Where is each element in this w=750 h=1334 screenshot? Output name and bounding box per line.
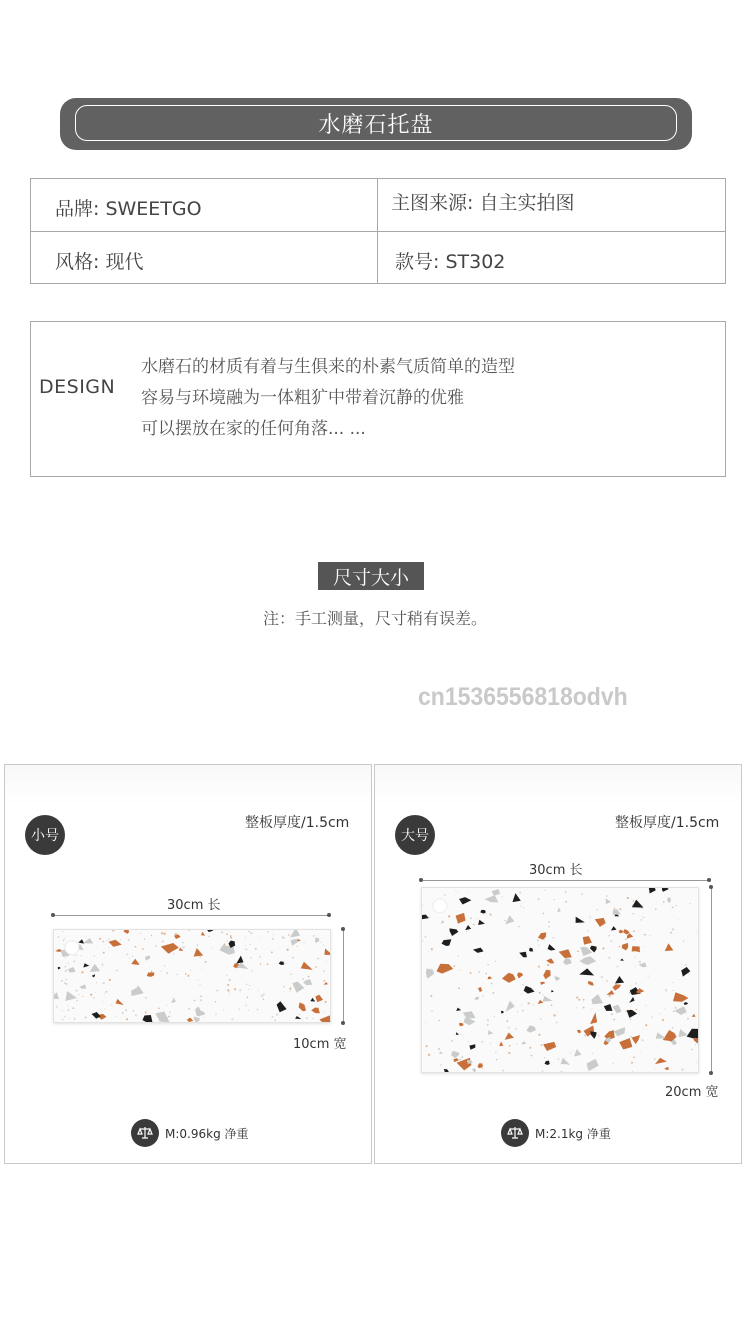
terrazzo-chip (171, 997, 176, 1003)
thickness-label: 整板厚度/1.5cm (245, 815, 350, 831)
terrazzo-chip (311, 1008, 320, 1014)
terrazzo-chip (142, 1015, 152, 1022)
terrazzo-chip (174, 934, 181, 939)
terrazzo-chip (563, 958, 572, 965)
terrazzo-chip (324, 982, 328, 985)
tray-image-large (421, 887, 699, 1073)
product-panel-small (4, 764, 372, 1164)
terrazzo-chip (618, 930, 622, 934)
terrazzo-chip (444, 1069, 450, 1072)
terrazzo-chip (205, 930, 213, 932)
terrazzo-chip (456, 913, 466, 924)
terrazzo-chip (543, 1042, 556, 1051)
size-badge-large: 大号 (395, 815, 435, 855)
terrazzo-chip (583, 936, 592, 945)
tray-image-small (53, 929, 331, 1023)
terrazzo-chip (436, 964, 453, 974)
terrazzo-chip (442, 939, 452, 946)
page-title: 水磨石托盘 (75, 105, 677, 141)
terrazzo-chip (538, 1000, 544, 1004)
terrazzo-chip (629, 997, 634, 1003)
terrazzo-chip (673, 992, 688, 1001)
terrazzo-chip (655, 1058, 667, 1064)
style-cell: 风格: 现代 (55, 251, 144, 273)
terrazzo-chip (548, 944, 556, 950)
terrazzo-chip (303, 979, 312, 985)
terrazzo-chip (477, 1063, 482, 1068)
terrazzo-chip (290, 930, 300, 937)
tray-hole (433, 899, 447, 913)
terrazzo-chip (155, 1012, 169, 1022)
terrazzo-chip (559, 949, 572, 958)
terrazzo-chip (557, 907, 561, 912)
terrazzo-chip (315, 995, 323, 1002)
terrazzo-chip (524, 986, 535, 994)
terrazzo-chip (604, 1004, 613, 1011)
terrazzo-chip (538, 932, 546, 939)
length-label: 30cm 长 (167, 898, 221, 913)
terrazzo-chip (145, 955, 150, 960)
terrazzo-chip (554, 976, 561, 981)
size-note: 注：手工测量，尺寸稍有误差。 (262, 609, 487, 628)
terrazzo-chip (463, 1011, 476, 1019)
terrazzo-chip (546, 958, 554, 963)
terrazzo-chip (505, 1033, 514, 1040)
width-marker-end (709, 1071, 713, 1075)
width-dimension-line (711, 887, 712, 1073)
terrazzo-chip (679, 1029, 688, 1037)
terrazzo-chip (292, 981, 304, 992)
terrazzo-chip (656, 1032, 666, 1038)
terrazzo-chip (83, 938, 94, 943)
terrazzo-chip (299, 1002, 307, 1011)
terrazzo-chip (131, 986, 144, 996)
terrazzo-chip (451, 1051, 460, 1058)
terrazzo-chip (236, 956, 243, 964)
terrazzo-chip (319, 1015, 330, 1022)
terrazzo-chip (464, 1018, 476, 1025)
terrazzo-chip (301, 962, 313, 970)
terrazzo-chip (109, 940, 122, 947)
terrazzo-chip (480, 910, 486, 914)
terrazzo-chip (161, 943, 179, 954)
terrazzo-chip (472, 1068, 476, 1072)
width-label: 10cm 宽 (293, 1037, 347, 1052)
terrazzo-chip (681, 967, 690, 977)
terrazzo-chip (684, 1002, 688, 1005)
terrazzo-chip (92, 974, 95, 977)
terrazzo-chip (194, 1017, 200, 1022)
width-label: 20cm 宽 (665, 1085, 719, 1100)
title-banner (60, 98, 692, 150)
terrazzo-chip (83, 963, 89, 967)
terrazzo-chip (279, 961, 284, 965)
terrazzo-chip (662, 888, 669, 892)
weight-row (131, 1119, 249, 1147)
terrazzo-chip (545, 1061, 550, 1065)
terrazzo-chip (632, 946, 640, 952)
length-marker-end (707, 878, 711, 882)
terrazzo-chip (310, 998, 315, 1002)
terrazzo-chip (595, 918, 606, 927)
terrazzo-chip (540, 982, 545, 985)
terrazzo-chip (295, 1016, 301, 1019)
terrazzo-chip (623, 929, 630, 935)
terrazzo-chip (613, 984, 622, 990)
terrazzo-chip (501, 1011, 504, 1014)
terrazzo-chip (196, 1011, 206, 1016)
terrazzo-chip (147, 972, 155, 976)
thickness-label: 整板厚度/1.5cm (615, 815, 720, 831)
table-divider-horizontal (31, 231, 725, 232)
terrazzo-chip (441, 920, 445, 924)
terrazzo-chip (512, 893, 520, 902)
terrazzo-chip (580, 956, 597, 965)
brand-cell: 品牌: SWEETGO (55, 198, 202, 220)
length-label: 30cm 长 (529, 863, 583, 878)
terrazzo-chip (667, 897, 671, 903)
length-marker-start (419, 878, 423, 882)
design-line-3: 可以摆放在家的任何角落... ... (141, 419, 366, 439)
weight-row (501, 1119, 611, 1147)
terrazzo-chip (574, 1049, 582, 1056)
scale-icon (501, 1119, 529, 1147)
terrazzo-chip (469, 1044, 475, 1049)
terrazzo-chip (54, 992, 59, 999)
width-marker-start (341, 927, 345, 931)
terrazzo-chip (576, 917, 585, 923)
terrazzo-chip (450, 928, 459, 936)
scale-icon (131, 1119, 159, 1147)
terrazzo-chip (579, 968, 594, 975)
terrazzo-chip (519, 952, 527, 957)
terrazzo-chip (465, 925, 471, 930)
terrazzo-chip (484, 895, 498, 902)
terrazzo-chip (613, 909, 621, 914)
terrazzo-chip (123, 930, 129, 934)
terrazzo-chip (488, 1030, 493, 1035)
terrazzo-chip (426, 969, 434, 979)
terrazzo-chip (453, 1058, 459, 1062)
terrazzo-chip (236, 962, 248, 969)
width-marker-end (341, 1021, 345, 1025)
terrazzo-chip (473, 948, 484, 953)
terrazzo-chip (194, 948, 204, 957)
terrazzo-chip (79, 985, 86, 989)
terrazzo-chip (506, 1001, 515, 1012)
terrazzo-chip (664, 1067, 669, 1070)
terrazzo-chip (611, 926, 617, 930)
weight-label: M:2.1kg 净重 (535, 1126, 611, 1141)
width-dimension-line (343, 929, 344, 1023)
terrazzo-chip (615, 976, 624, 984)
terrazzo-chip (561, 1058, 570, 1065)
model-cell: 款号: ST302 (395, 251, 506, 273)
design-label: DESIGN (39, 376, 116, 398)
terrazzo-chip (422, 915, 429, 920)
terrazzo-chip (201, 932, 205, 936)
tray-hole (65, 941, 79, 955)
terrazzo-chip (456, 1008, 461, 1011)
design-description-box (30, 321, 726, 477)
terrazzo-chip (687, 1029, 698, 1039)
design-line-1: 水磨石的材质有着与生俱来的朴素气质简单的造型 (141, 357, 515, 377)
terrazzo-chip (502, 973, 516, 983)
terrazzo-chip (517, 972, 523, 978)
terrazzo-chip (475, 997, 480, 1000)
terrazzo-chip (577, 1030, 581, 1034)
terrazzo-chip (590, 1012, 597, 1024)
weight-label: M:0.96kg 净重 (165, 1126, 249, 1141)
terrazzo-chip (627, 933, 633, 938)
terrazzo-chip (478, 920, 485, 925)
terrazzo-chip (612, 1005, 621, 1014)
terrazzo-chip (282, 936, 286, 938)
terrazzo-chip (529, 948, 533, 952)
terrazzo-chip (636, 988, 644, 994)
terrazzo-chip (324, 948, 330, 955)
terrazzo-chip (115, 999, 123, 1005)
terrazzo-chip (614, 1027, 625, 1036)
watermark: cn1536556818odvh (418, 683, 628, 711)
terrazzo-chip (631, 1035, 640, 1044)
terrazzo-chip (543, 970, 550, 979)
length-marker-end (327, 913, 331, 917)
terrazzo-chip (459, 897, 471, 904)
product-info-table (30, 178, 726, 284)
product-panel-large (374, 764, 742, 1164)
terrazzo-chip (627, 1010, 638, 1018)
terrazzo-chip (492, 889, 501, 896)
terrazzo-chip (587, 1059, 599, 1071)
terrazzo-chip (505, 915, 514, 924)
terrazzo-chip (478, 987, 482, 992)
terrazzo-chip (456, 1032, 459, 1035)
terrazzo-chip (67, 967, 75, 973)
length-marker-start (51, 913, 55, 917)
terrazzo-chip (439, 1051, 443, 1054)
image-source-cell: 主图来源: 自主实拍图 (391, 192, 575, 214)
terrazzo-chip (277, 1001, 287, 1012)
terrazzo-chip (649, 888, 656, 893)
terrazzo-chip (622, 943, 628, 951)
terrazzo-chip (90, 964, 101, 972)
length-dimension-line (53, 915, 329, 916)
terrazzo-chip (619, 1038, 632, 1049)
terrazzo-chip (58, 967, 61, 970)
terrazzo-chip (590, 1031, 596, 1039)
terrazzo-chip (591, 994, 603, 1004)
terrazzo-chip (542, 996, 552, 1002)
terrazzo-chip (620, 959, 624, 961)
terrazzo-chip (488, 976, 493, 979)
terrazzo-chip (522, 1042, 527, 1045)
terrazzo-chip (315, 938, 320, 943)
terrazzo-chip (606, 898, 611, 904)
terrazzo-chip (499, 1041, 503, 1046)
terrazzo-chip (187, 1017, 193, 1022)
size-heading: 尺寸大小 (318, 562, 424, 590)
terrazzo-chip (607, 990, 615, 995)
terrazzo-chip (551, 990, 554, 993)
terrazzo-chip (639, 962, 647, 967)
terrazzo-chip (665, 943, 674, 951)
design-line-2: 容易与环境融为一体粗犷中带着沉静的优雅 (141, 388, 464, 408)
terrazzo-chip (526, 1025, 536, 1032)
length-dimension-line (421, 880, 709, 881)
terrazzo-chip (291, 939, 299, 946)
terrazzo-chip (65, 991, 77, 1001)
width-marker-start (709, 885, 713, 889)
terrazzo-chip (692, 1014, 696, 1017)
terrazzo-chip (459, 1023, 463, 1027)
size-badge-small: 小号 (25, 815, 65, 855)
terrazzo-chip (457, 1058, 472, 1071)
